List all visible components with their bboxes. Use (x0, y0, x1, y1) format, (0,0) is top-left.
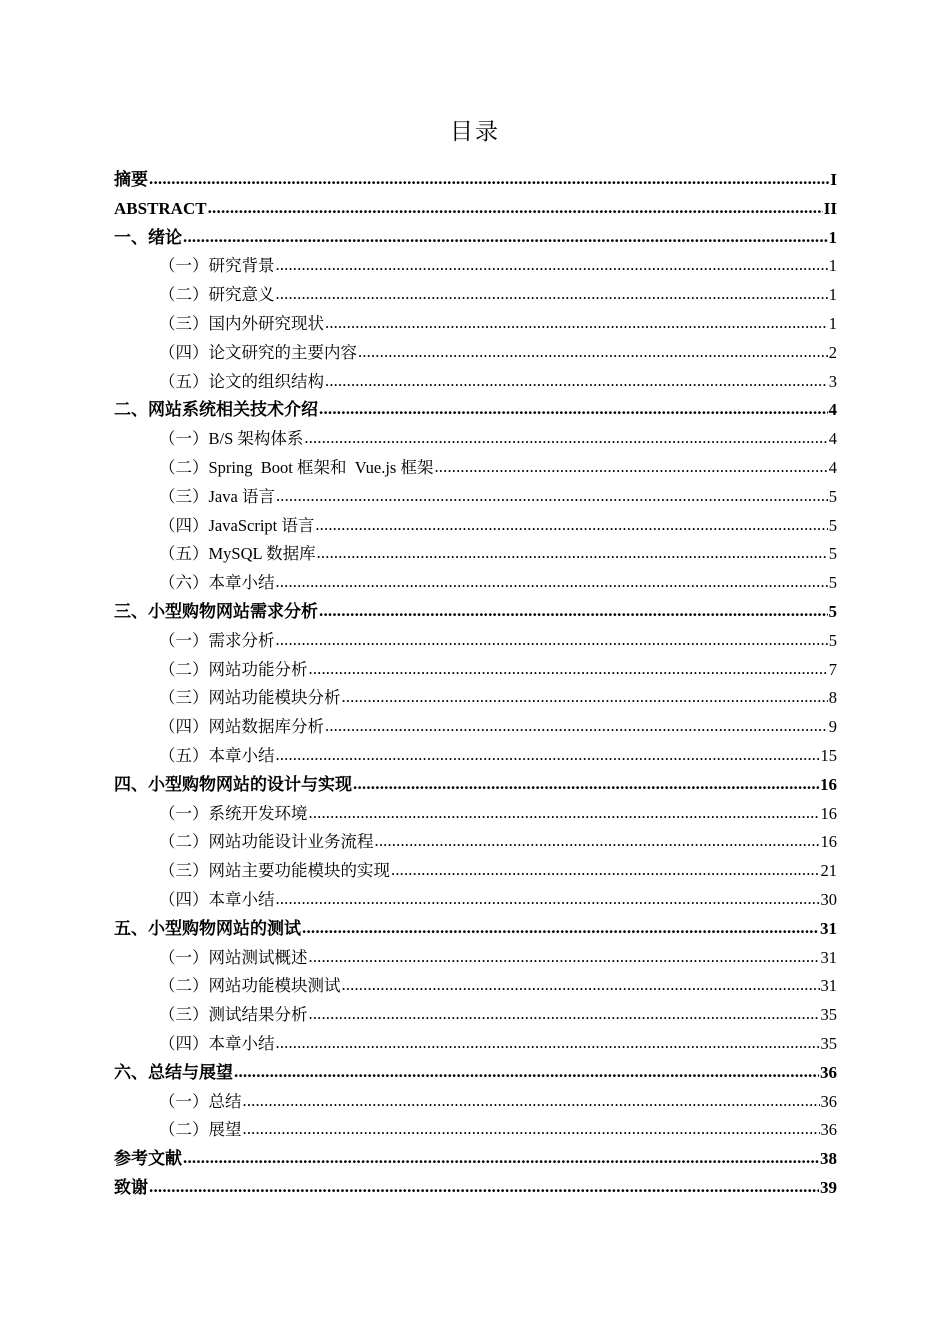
toc-entry-number: （四） (159, 889, 209, 909)
toc-subsection-entry[interactable] (114, 1116, 837, 1145)
toc-entry-label: 网站功能模块分析 (208, 688, 341, 708)
toc-chapter-entry[interactable] (114, 771, 837, 800)
toc-entry-page-number: 1 (828, 313, 837, 333)
toc-entry-label: 致谢 (114, 1177, 148, 1197)
toc-dot-leader (243, 1087, 820, 1116)
toc-entry-page-number: 5 (828, 601, 837, 621)
toc-entry-page-number: 9 (828, 717, 837, 737)
toc-entry-label: 本章小结 (208, 1033, 275, 1053)
toc-subsection-entry[interactable] (114, 483, 837, 512)
toc-chapter-entry[interactable] (114, 598, 837, 627)
toc-chapter-entry[interactable] (114, 1174, 837, 1203)
toc-entry-number: （二） (159, 285, 209, 305)
toc-entry-number: （三） (159, 313, 209, 333)
toc-entry-page-number: 36 (820, 1062, 837, 1082)
toc-entry-label: 论文研究的主要内容 (208, 342, 357, 362)
toc-entry-page-number: 31 (820, 976, 837, 996)
toc-entry-label: 需求分析 (208, 630, 275, 650)
toc-entry-number: 三、 (114, 601, 148, 621)
toc-dot-leader (208, 194, 823, 223)
toc-entry-page-number: 15 (820, 745, 837, 765)
toc-dot-leader (276, 568, 828, 597)
toc-entry-page-number: 35 (820, 1005, 837, 1025)
toc-subsection-entry[interactable] (114, 857, 837, 886)
toc-dot-leader (276, 482, 828, 511)
toc-entry-label: 本章小结 (208, 889, 275, 909)
toc-entry-label: 参考文献 (114, 1149, 182, 1169)
toc-dot-leader (276, 251, 828, 280)
toc-entry-label: 小型购物网站需求分析 (148, 601, 318, 621)
toc-entry-page-number: 2 (828, 342, 837, 362)
toc-entry-label: 网站功能设计业务流程 (208, 832, 374, 852)
toc-subsection-entry[interactable] (114, 368, 837, 397)
toc-entry-number: （六） (159, 573, 209, 593)
toc-entry-number: （二） (159, 832, 209, 852)
toc-subsection-entry[interactable] (114, 512, 837, 541)
toc-entry-label: 测试结果分析 (208, 1005, 308, 1025)
toc-subsection-entry[interactable] (114, 310, 837, 339)
toc-dot-leader (309, 655, 828, 684)
toc-chapter-entry[interactable] (114, 166, 837, 195)
toc-subsection-entry[interactable] (114, 1001, 837, 1030)
toc-chapter-entry[interactable] (114, 195, 837, 224)
toc-chapter-entry[interactable] (114, 1145, 837, 1174)
toc-entry-page-number: 21 (820, 861, 837, 881)
toc-subsection-entry[interactable] (114, 627, 837, 656)
toc-entry-page-number: 1 (828, 285, 837, 305)
toc-entry-label: 论文的组织结构 (208, 371, 324, 391)
toc-dot-leader (434, 453, 827, 482)
toc-entry-label: MySQL 数据库 (208, 544, 316, 564)
toc-entry-label: 总结 (208, 1091, 242, 1111)
toc-entry-page-number: 38 (820, 1149, 837, 1169)
toc-entry-label: 网站测试概述 (208, 947, 308, 967)
toc-entry-label: 本章小结 (208, 745, 275, 765)
toc-dot-leader (243, 1115, 820, 1144)
toc-dot-leader (234, 1058, 819, 1087)
toc-dot-leader (276, 280, 828, 309)
toc-dot-leader (309, 943, 820, 972)
toc-entry-page-number: 16 (820, 832, 837, 852)
toc-subsection-entry[interactable] (114, 1030, 837, 1059)
toc-dot-leader (304, 424, 827, 453)
toc-entry-label: 研究背景 (208, 256, 275, 276)
toc-dot-leader (325, 309, 828, 338)
toc-entry-number: （二） (159, 976, 209, 996)
toc-entry-number: （四） (159, 1033, 209, 1053)
toc-entry-label: 网站主要功能模块的实现 (208, 861, 390, 881)
toc-entry-label: Spring Boot 框架和 Vue.js 框架 (208, 457, 434, 477)
toc-subsection-entry[interactable] (114, 656, 837, 685)
toc-entry-label: 摘要 (114, 170, 148, 189)
toc-dot-leader (342, 683, 828, 712)
toc-entry-number: （四） (159, 717, 209, 737)
toc-dot-leader (358, 338, 828, 367)
toc-entry-page-number: 3 (828, 371, 837, 391)
toc-dot-leader (276, 1029, 820, 1058)
toc-entry-page-number: 36 (820, 1120, 837, 1140)
toc-entry-page-number: 16 (820, 803, 837, 823)
toc-entry-label: 总结与展望 (148, 1062, 233, 1082)
toc-dot-leader (319, 395, 828, 424)
table-of-contents (114, 166, 837, 1203)
toc-entry-number: （三） (159, 688, 209, 708)
toc-subsection-entry[interactable] (114, 281, 837, 310)
toc-entry-page-number: 5 (828, 486, 837, 506)
toc-entry-label: 系统开发环境 (208, 803, 308, 823)
toc-entry-number: （四） (159, 515, 209, 535)
toc-entry-label: 小型购物网站的设计与实现 (148, 774, 352, 794)
toc-subsection-entry[interactable] (114, 252, 837, 281)
toc-entry-number: （二） (159, 659, 209, 679)
toc-entry-number: 五、 (114, 918, 148, 938)
toc-entry-number: 四、 (114, 774, 148, 794)
toc-dot-leader (353, 770, 819, 799)
toc-entry-number: 二、 (114, 400, 148, 420)
toc-entry-page-number: 7 (828, 659, 837, 679)
toc-entry-number: 一、 (114, 227, 148, 247)
toc-entry-label: 小型购物网站的测试 (148, 918, 301, 938)
toc-entry-page-number: 1 (828, 256, 837, 276)
toc-dot-leader (309, 799, 820, 828)
toc-entry-page-number: II (823, 198, 837, 218)
toc-dot-leader (309, 1000, 820, 1029)
toc-entry-number: （二） (159, 457, 209, 477)
toc-subsection-entry[interactable] (114, 886, 837, 915)
toc-dot-leader (375, 827, 820, 856)
toc-entry-number: （三） (159, 861, 209, 881)
toc-entry-number: 六、 (114, 1062, 148, 1082)
toc-chapter-entry[interactable] (114, 915, 837, 944)
toc-entry-page-number: 4 (828, 457, 837, 477)
toc-subsection-entry[interactable] (114, 944, 837, 973)
toc-chapter-entry[interactable] (114, 396, 837, 425)
toc-entry-number: （一） (159, 256, 209, 276)
toc-dot-leader (325, 367, 828, 396)
toc-subsection-entry[interactable] (114, 684, 837, 713)
toc-entry-number: （五） (159, 544, 209, 564)
toc-entry-label: 网站功能模块测试 (208, 976, 341, 996)
toc-subsection-entry[interactable] (114, 569, 837, 598)
toc-entry-page-number: 4 (828, 429, 837, 449)
toc-dot-leader (276, 626, 828, 655)
toc-title: 目录 (450, 119, 500, 145)
toc-entry-page-number: 35 (820, 1033, 837, 1053)
toc-chapter-entry[interactable] (114, 224, 837, 253)
toc-subsection-entry[interactable] (114, 454, 837, 483)
toc-dot-leader (149, 1173, 819, 1202)
toc-entry-number: （一） (159, 630, 209, 650)
toc-entry-number: （二） (159, 1120, 209, 1140)
toc-entry-page-number: 36 (820, 1091, 837, 1111)
toc-entry-number: （三） (159, 486, 209, 506)
toc-dot-leader (317, 539, 828, 568)
toc-entry-page-number: 5 (828, 515, 837, 535)
toc-dot-leader (276, 885, 820, 914)
toc-entry-page-number: 31 (820, 918, 837, 938)
toc-subsection-entry[interactable] (114, 1088, 837, 1117)
toc-subsection-entry[interactable] (114, 339, 837, 368)
toc-subsection-entry[interactable] (114, 972, 837, 1001)
toc-entry-page-number: 31 (820, 947, 837, 967)
toc-entry-number: （一） (159, 947, 209, 967)
toc-subsection-entry[interactable] (114, 540, 837, 569)
toc-entry-number: （四） (159, 342, 209, 362)
toc-entry-number: （一） (159, 803, 209, 823)
toc-entry-label: 展望 (208, 1120, 242, 1140)
toc-dot-leader (276, 741, 820, 770)
toc-entry-number: （三） (159, 1005, 209, 1025)
toc-entry-page-number: 5 (828, 544, 837, 564)
toc-entry-page-number: 5 (828, 573, 837, 593)
toc-entry-page-number: 4 (828, 400, 837, 420)
toc-chapter-entry[interactable] (114, 1059, 837, 1088)
toc-entry-label: 本章小结 (208, 573, 275, 593)
toc-subsection-entry[interactable] (114, 800, 837, 829)
toc-entry-page-number: 39 (820, 1177, 837, 1197)
toc-subsection-entry[interactable] (114, 828, 837, 857)
toc-entry-number: （五） (159, 745, 209, 765)
toc-entry-page-number: 5 (828, 630, 837, 650)
toc-dot-leader (183, 1144, 819, 1173)
toc-dot-leader (315, 511, 827, 540)
toc-entry-label: 网站功能分析 (208, 659, 308, 679)
toc-dot-leader (391, 856, 820, 885)
toc-entry-number: （一） (159, 1091, 209, 1111)
toc-subsection-entry[interactable] (114, 425, 837, 454)
toc-entry-label: 绪论 (148, 227, 182, 247)
toc-entry-number: （五） (159, 371, 209, 391)
toc-entry-label: 国内外研究现状 (208, 313, 324, 333)
toc-entry-page-number: 30 (820, 889, 837, 909)
toc-dot-leader (302, 914, 819, 943)
toc-entry-label: B/S 架构体系 (208, 429, 304, 449)
toc-entry-label: Java 语言 (208, 486, 275, 506)
toc-dot-leader (342, 971, 820, 1000)
toc-entry-page-number: 16 (820, 774, 837, 794)
toc-entry-number: （一） (159, 429, 209, 449)
toc-dot-leader (319, 597, 828, 626)
toc-entry-label: 研究意义 (208, 285, 275, 305)
toc-dot-leader (149, 165, 829, 194)
toc-entry-label: 网站系统相关技术介绍 (148, 400, 318, 420)
toc-dot-leader (183, 223, 828, 252)
toc-entry-label: 网站数据库分析 (208, 717, 324, 737)
toc-entry-page-number: I (830, 170, 837, 189)
toc-entry-label: JavaScript 语言 (208, 515, 315, 535)
toc-entry-page-number: 8 (828, 688, 837, 708)
toc-dot-leader (325, 712, 828, 741)
toc-subsection-entry[interactable] (114, 713, 837, 742)
toc-entry-label: ABSTRACT (114, 198, 207, 218)
toc-subsection-entry[interactable] (114, 742, 837, 771)
toc-entry-page-number: 1 (828, 227, 837, 247)
